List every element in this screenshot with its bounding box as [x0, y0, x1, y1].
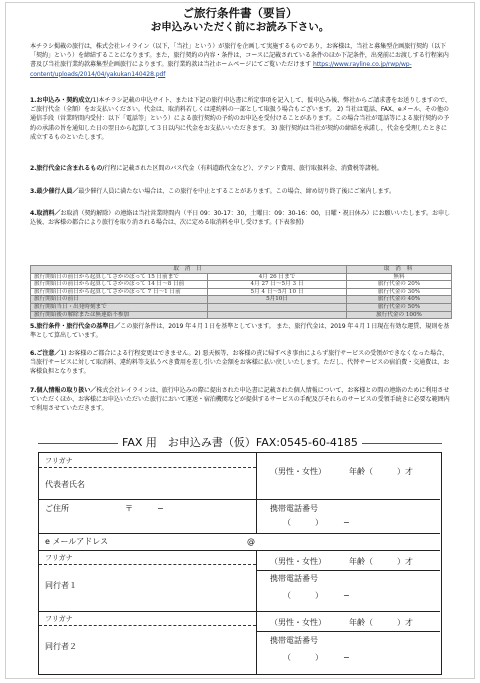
- cancel-fee: 旅行代金の 40%: [347, 296, 452, 304]
- furigana-label: フリガナ: [45, 615, 73, 623]
- gender-select[interactable]: （男性・女性）: [270, 618, 326, 627]
- cancel-period: 旅行開始日の前日から起算してさかのぼって 14 日〜8 日前: [31, 281, 208, 289]
- address-label: ご住所: [45, 504, 69, 513]
- cancellation-fee-table: [30, 265, 452, 319]
- cancel-date: 4月 26 日まで: [208, 273, 347, 281]
- cancel-date: [208, 303, 347, 311]
- section-head: 4.取消料／: [30, 210, 61, 217]
- furigana-divider: [39, 564, 256, 565]
- mobile-field[interactable]: （ ） −: [283, 518, 350, 527]
- furigana-label: フリガナ: [45, 457, 73, 465]
- furigana-divider: [39, 467, 256, 468]
- cancel-fee: 旅行代金の 30%: [347, 288, 452, 296]
- gender-select[interactable]: （男性・女性）: [270, 467, 326, 476]
- section-head: 2.旅行代金に含まれるもの/: [30, 165, 105, 172]
- age-field[interactable]: 年齢（ ）才: [349, 618, 413, 627]
- table-row: [31, 296, 452, 304]
- row-divider: [39, 550, 440, 551]
- table-header-fee: 取 消 料: [347, 266, 452, 274]
- section-text: 行程に記載された区間のバス代金（有料道路代金など）、アテンド費用、旅行取扱料金、消費税等諸税。: [104, 165, 383, 172]
- age-field[interactable]: 年齢（ ）才: [349, 467, 413, 476]
- section-head: 5.旅行条件・旅行代金の基準日／: [30, 323, 121, 330]
- cancel-date: 4月 27 日〜5月 3 日: [208, 281, 347, 289]
- terms-link[interactable]: https://www.rayline.co.jp/rwp/wp-content/uploads/2014/04/yakukan140428.pdf: [30, 61, 412, 78]
- intro-paragraph: [30, 42, 452, 79]
- section-head: 7.個人情報の取り扱い／: [30, 387, 97, 394]
- section-text: 最少催行人員に満たない場合は、この旅行を中止とすることがあります。この場合、締め切り終了後にご案内します。: [78, 188, 396, 195]
- cancel-fee: 旅行代金の 20%: [347, 281, 452, 289]
- table-row: [31, 311, 452, 319]
- section-4: [30, 209, 452, 227]
- furigana-divider: [39, 625, 256, 626]
- table-header-date: 取 消 日: [31, 266, 347, 274]
- cancel-period: 旅行開始日の前日から起算してさかのぼって 15 日前まで: [31, 273, 208, 281]
- section-text: 1) お客様のご都合による行程変更はできません。2) 悪天候等、お客様の責に帰すべき事由によらず旅行サービスの受領ができなくなった場合、当旅行サービスに対して取消料、違約料等支払うべき費用を差し引いた金額をお客様に払い戻しいたします。ただし、代替サービスの宿泊費・交通費は、お客様負担となります。: [30, 350, 450, 376]
- cancel-fee: 無料: [347, 273, 452, 281]
- section-text: 株式会社レイラインは、旅行申込みの際に提出された申込書に記載された個人情報について、お客様との間の連絡のために利用させていただくほか、お客様にお申込いただいた旅行において運送・宿泊機関などが提供するサービスの手配及びそれらのサービスの受領手続きに必要な範囲内で利用させていただきます。: [30, 387, 450, 413]
- row-divider: [256, 570, 440, 571]
- email-label: e メールアドレス: [45, 537, 109, 546]
- cancel-date: 5月 4 日〜5月 10 日: [208, 288, 347, 296]
- mobile-field[interactable]: （ ） −: [283, 591, 350, 600]
- cancel-period: 旅行開始日の前日: [31, 296, 208, 304]
- section-6: [30, 349, 452, 377]
- section-text: 1)本チラシ記載の申込サイト、または下記の旅行申込書に所定事項を記入して、仮申込み後、弊社からご請求書をお送りしますので、ご旅行代金（全額）をお支払いください。代金は、取消料若しくは違約料の一部として取扱う場合もございます。 2) 当社は電話、FAX、eメール、その他の通信手段（営業時間内受付：以下「電話等」という）による旅行契約の予約のお申込を受付けることがあります。この場合当社が電話等による旅行契約の予約の承諾の旨を通知した日の翌日から起算して３日以内に代金をお支払いいただきます。 3) 旅行契約は当社が契約の締結を承諾し，代金を受理したときに成立するものといたします。: [30, 97, 451, 141]
- cancel-date: [208, 311, 347, 319]
- mobile-field[interactable]: （ ） −: [283, 653, 350, 662]
- cancel-fee: 旅行代金の 50%: [347, 303, 452, 311]
- fax-title-text: FAX 用 お申込み書（仮）FAX:0545-60-4185: [118, 436, 362, 449]
- application-form: [38, 452, 442, 675]
- section-head: 1.お申込み・契約成立/: [30, 97, 93, 104]
- row-divider: [39, 499, 440, 500]
- section-text: お取消（契約解除）の連絡は当社営業時間内（平日 09：30-17：30，土曜日：09：30-16：00，日曜・祝日休み）にお願いいたします。お申し込後、お客様の都合により旅行を取り消される場合は、次に定める取消料を申し受けます。(下表参照): [30, 210, 450, 227]
- section-head: 3.最少催行人員／: [30, 188, 79, 195]
- section-7: [30, 386, 452, 414]
- page-title: ご旅行条件書（要旨）: [182, 6, 298, 20]
- section-head: 6.ご注意／: [30, 350, 61, 357]
- section-1: [30, 96, 452, 142]
- table-row: [31, 303, 452, 311]
- section-5: [30, 322, 452, 340]
- mobile-label: 携帯電話番号: [270, 636, 318, 645]
- mobile-label: 携帯電話番号: [270, 504, 318, 513]
- cancel-period: 旅行開始後の解除または無連絡不参加: [31, 311, 208, 319]
- cancel-period: 旅行開始日の前日から起算してさかのぼって 7 日〜1 日前: [31, 288, 208, 296]
- postal-field[interactable]: 〒 −: [125, 504, 164, 513]
- cancel-fee: 旅行代金の 100%: [347, 311, 452, 319]
- furigana-label: フリガナ: [45, 554, 73, 562]
- table-header-row: [31, 266, 452, 274]
- section-text: この旅行条件は、2019 年４月１日を基準としています。 また、旅行代金は、2019 年４月１日現在有効な運賃、規則を基準として算出しています。: [30, 323, 450, 340]
- companion2-label: 同行者２: [45, 642, 77, 651]
- section-2: [30, 164, 452, 173]
- age-field[interactable]: 年齢（ ）才: [349, 557, 413, 566]
- gender-select[interactable]: （男性・女性）: [270, 557, 326, 566]
- cancel-period: 旅行開始当日・出発時刻まで: [31, 303, 208, 311]
- row-divider: [39, 533, 440, 534]
- mobile-label: 携帯電話番号: [270, 574, 318, 583]
- email-field[interactable]: @: [247, 537, 255, 546]
- cancel-date: 5月10日: [208, 296, 347, 304]
- rep-name-label: 代表者氏名: [45, 480, 85, 489]
- table-row: [31, 273, 452, 281]
- row-divider: [256, 631, 440, 632]
- intro-text: 本チラシ掲載の旅行は，株式会社レイライン（以下，「当社」という）が旅行を企画して実施するものであり，お客様は，当社と募集型企画旅行契約（以下「契約」という）を締結することになります。また，旅行契約の内容・条件は，コースに記載されている条件のほか下記条件，出発前にお渡しする行程案内書及び当社旅行業約款募集型企画旅行によります。旅行業約款は当社ホームページにてご覧いただけます: [30, 43, 449, 69]
- column-divider: [256, 453, 257, 533]
- section-3: [30, 187, 452, 196]
- row-divider: [39, 611, 440, 612]
- page-subtitle: お申込みいただく前にお読み下さい。: [150, 21, 330, 33]
- companion1-label: 同行者１: [45, 581, 77, 590]
- table-row: [31, 281, 452, 289]
- table-row: [31, 288, 452, 296]
- column-divider: [256, 550, 257, 674]
- fax-title: [0, 436, 480, 450]
